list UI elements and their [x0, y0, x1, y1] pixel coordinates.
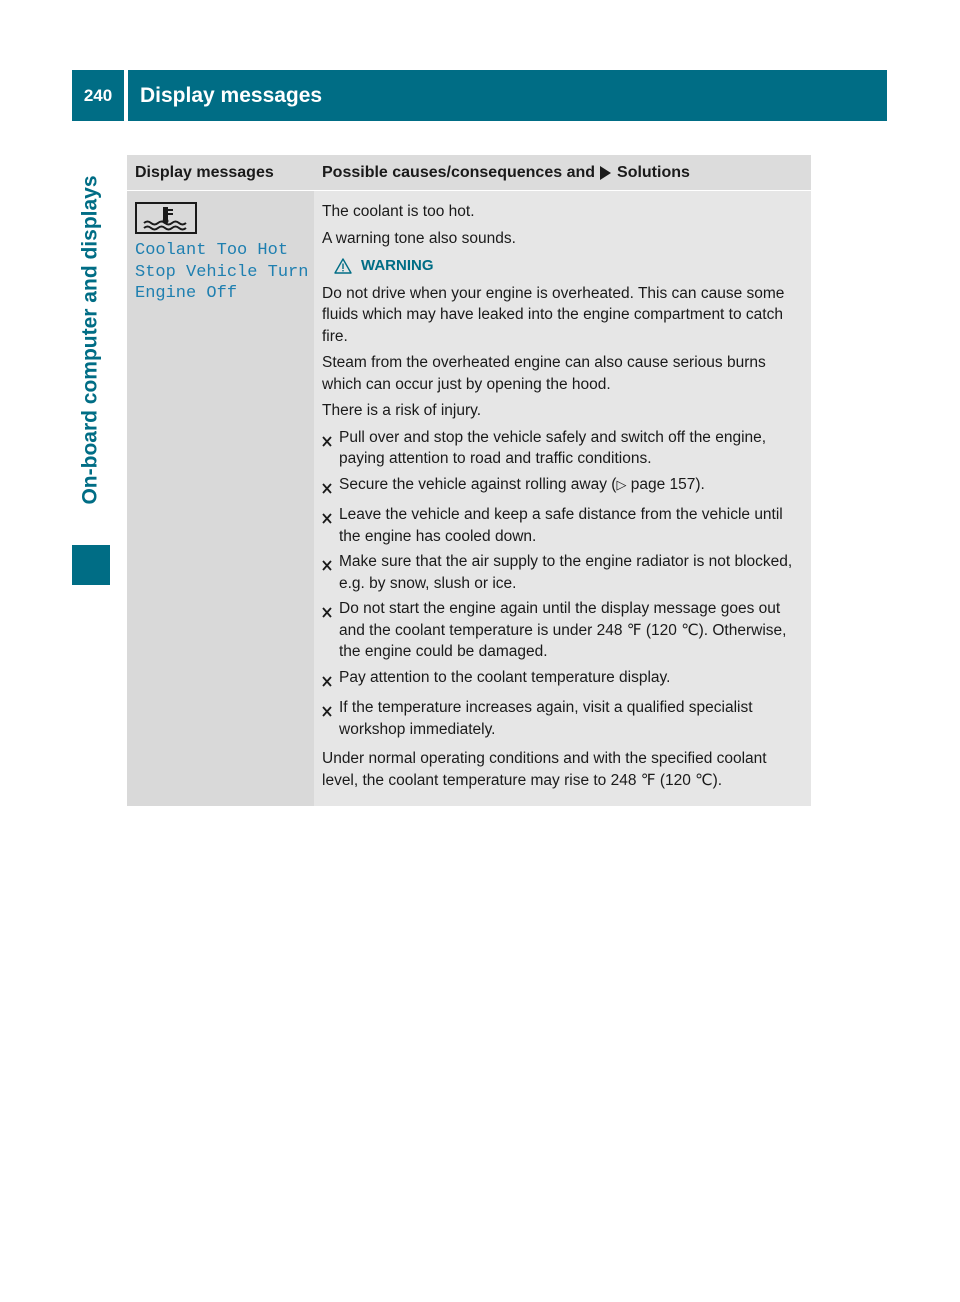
column-header-display-messages: Display messages [135, 163, 274, 181]
table-header-row [127, 155, 811, 190]
column-header-causes-text: Possible causes/consequences and [322, 163, 596, 181]
warning-text: There is a risk of injury. [322, 402, 482, 419]
warning-triangle-icon [334, 258, 352, 274]
display-message-cell [127, 191, 314, 806]
page-title: Display messages [140, 83, 323, 107]
x-bullet-icon [322, 504, 339, 547]
step-text-part: Secure the vehicle against rolling away ( [339, 475, 617, 493]
x-bullet-icon [322, 427, 339, 470]
x-bullet-icon [322, 598, 339, 663]
cause-text: The coolant is too hot. [322, 203, 475, 220]
warning-text: Steam from the overheated engine can also cause serious burns which can occur just by opening the hood. [322, 354, 766, 393]
column-header-causes-solutions [314, 155, 811, 190]
step-text: Make sure that the air supply to the engine radiator is not blocked, e.g. by snow, slush or ice. [339, 553, 793, 592]
table-row [127, 191, 811, 806]
x-bullet-icon [322, 474, 339, 501]
step-text [339, 474, 805, 501]
list-item [322, 474, 805, 501]
header-divider [124, 70, 128, 121]
page-reference-icon: ▷ [616, 476, 627, 492]
list-item [322, 697, 805, 740]
cause-text: A warning tone also sounds. [322, 229, 516, 247]
step-text: Leave the vehicle and keep a safe distance from the vehicle until the engine has cooled down. [339, 506, 783, 545]
coolant-temperature-icon [135, 202, 197, 234]
warning-label: WARNING [361, 257, 434, 274]
page-reference-link[interactable]: page 157). [626, 475, 705, 493]
causes-solutions-cell [314, 191, 811, 806]
step-text: Pay attention to the coolant temperature display. [339, 668, 671, 686]
list-item [322, 504, 805, 547]
x-bullet-icon [322, 551, 339, 594]
note-text: Under normal operating conditions and with the specified coolant level, the coolant temperature may rise to 248 ℉ (120 ℃). [322, 750, 767, 789]
list-item [322, 598, 805, 663]
side-tab-label [72, 140, 110, 540]
list-item [322, 427, 805, 470]
list-item [322, 667, 805, 694]
step-text: Pull over and stop the vehicle safely and switch off the engine, paying attention to road and traffic conditions. [339, 428, 767, 467]
display-message-text: Coolant Too Hot Stop Vehicle Turn Engine Off [135, 241, 309, 303]
list-item [322, 551, 805, 594]
step-text: If the temperature increases again, visit a qualified specialist workshop immediately. [339, 699, 753, 738]
display-messages-table [127, 155, 811, 806]
x-bullet-icon [322, 667, 339, 694]
warning-heading [334, 255, 805, 277]
warning-text: Do not drive when your engine is overheated. This can cause some fluids which may have leaked into the engine compartment to catch fire. [322, 284, 785, 345]
page-number: 240 [83, 85, 113, 105]
step-text: Do not start the engine again until the display message goes out and the coolant temperature is under 248 ℉ (120 ℃). Otherwise, the engine could be damaged. [339, 600, 787, 660]
side-tab-label-text: On-board computer and displays [79, 175, 102, 505]
x-bullet-icon [322, 697, 339, 740]
column-header-solutions-text: Solutions [617, 163, 690, 181]
arrow-right-icon [600, 166, 611, 180]
